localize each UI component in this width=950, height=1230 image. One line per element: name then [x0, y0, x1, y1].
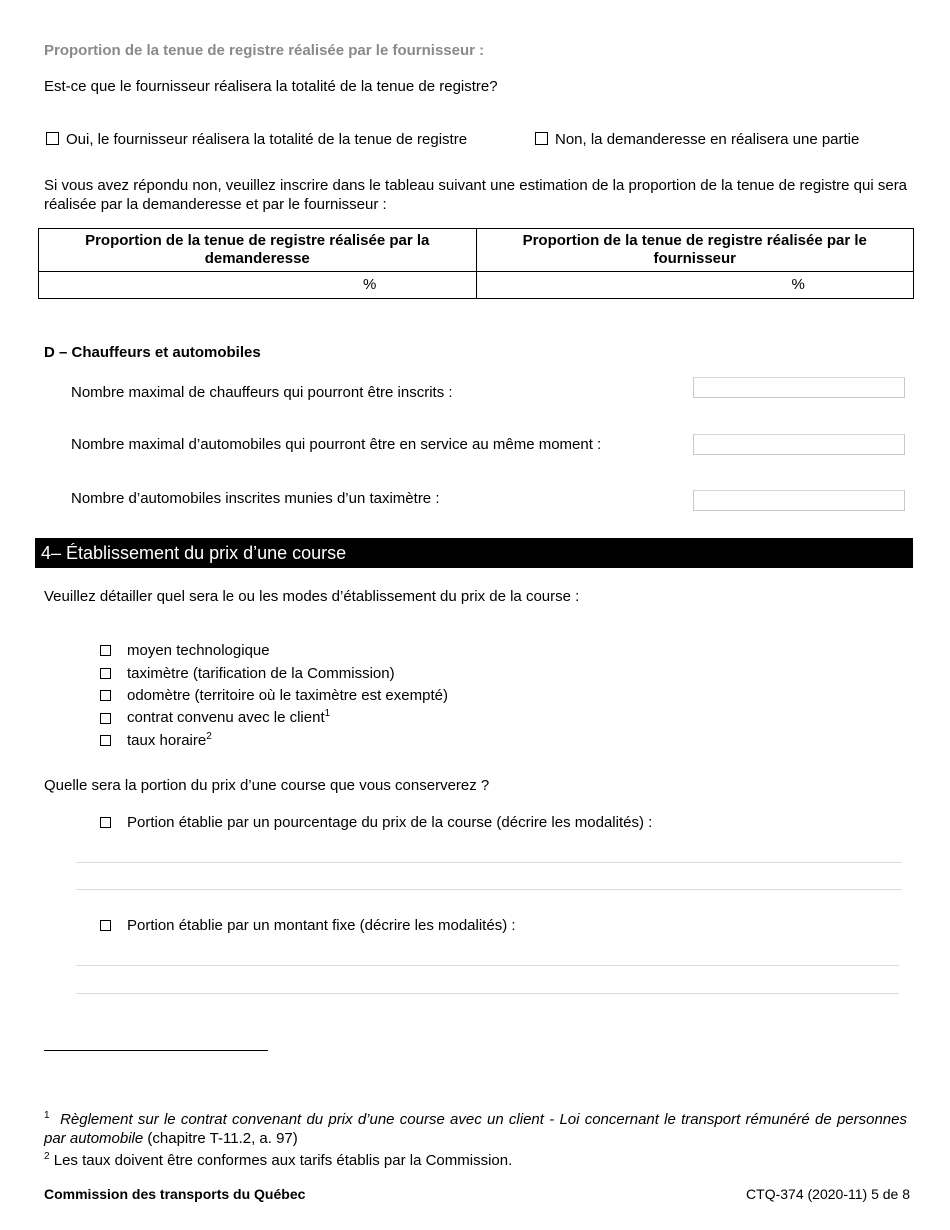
max-cars-label: Nombre maximal d’automobiles qui pourront être en service au même moment :: [71, 436, 602, 453]
footnote-separator: [44, 1050, 268, 1051]
mode-taximeter-checkbox[interactable]: [100, 668, 111, 679]
footnote-2-text: Les taux doivent être conformes aux tarifs établis par la Commission.: [53, 1152, 513, 1169]
max-drivers-label: Nombre maximal de chauffeurs qui pourront être inscrits :: [71, 384, 453, 401]
footnote-2: [44, 1151, 907, 1170]
table-header-demanderesse: Proportion de la tenue de registre réalisée par la demanderesse: [39, 229, 477, 272]
mode-technology-label: moyen technologique: [127, 642, 270, 659]
max-cars-input[interactable]: [693, 434, 905, 455]
mode-hourly-checkbox[interactable]: [100, 735, 111, 746]
mode-contract-text: contrat convenu avec le client: [127, 709, 325, 726]
mode-taximeter-label: taximètre (tarification de la Commission): [127, 665, 395, 682]
mode-hourly-text: taux horaire: [127, 732, 207, 749]
portion-fixed-line-2[interactable]: [76, 993, 899, 994]
section-4-title: 4– Établissement du prix d’une course: [35, 538, 913, 568]
record-keeping-heading: Proportion de la tenue de registre réalisée par le fournisseur :: [44, 42, 485, 59]
portion-fixed-line-1[interactable]: [76, 965, 899, 966]
portion-percent-checkbox[interactable]: [100, 817, 111, 828]
pricing-modes-question: Veuillez détailler quel sera le ou les modes d’établissement du prix de la course :: [44, 588, 580, 605]
portion-question: Quelle sera la portion du prix d’une course que vous conserverez ?: [44, 777, 490, 794]
taximeter-cars-input[interactable]: [693, 490, 905, 511]
footer-organization: Commission des transports du Québec: [44, 1186, 306, 1202]
taximeter-cars-label: Nombre d’automobiles inscrites munies d’un taximètre :: [71, 490, 440, 507]
footnote-ref-1: 1: [324, 708, 331, 719]
mode-contract-label: [127, 709, 330, 726]
fournisseur-percent-cell[interactable]: [476, 272, 914, 299]
drivers-cars-heading: D – Chauffeurs et automobiles: [44, 344, 261, 361]
mode-technology-checkbox[interactable]: [100, 645, 111, 656]
portion-percent-line-1[interactable]: [76, 862, 902, 863]
portion-percent-line-2[interactable]: [76, 889, 902, 890]
footnote-1: [44, 1110, 907, 1148]
percent-sign: %: [363, 276, 377, 293]
mode-hourly-label: [127, 732, 212, 749]
footnote-2-number: 2: [44, 1151, 50, 1162]
option-no-label: Non, la demanderesse en réalisera une partie: [555, 131, 860, 148]
mode-odometer-checkbox[interactable]: [100, 690, 111, 701]
option-no-checkbox[interactable]: [535, 132, 548, 145]
portion-fixed-label: Portion établie par un montant fixe (décrire les modalités) :: [127, 917, 516, 934]
demanderesse-percent-cell[interactable]: [39, 272, 477, 299]
option-yes-label: Oui, le fournisseur réalisera la totalité de la tenue de registre: [66, 131, 468, 148]
percent-sign: %: [791, 276, 805, 293]
footnote-1-ref: (chapitre T-11.2, a. 97): [147, 1130, 298, 1147]
option-yes-checkbox[interactable]: [46, 132, 59, 145]
portion-percent-label: Portion établie par un pourcentage du prix de la course (décrire les modalités) :: [127, 814, 653, 831]
proportion-table: [38, 228, 914, 299]
mode-contract-checkbox[interactable]: [100, 713, 111, 724]
footnote-1-title: Règlement sur le contrat convenant du prix d’une course avec un client - Loi concernant le transport rémunéré de personnes par automobile: [44, 1111, 907, 1147]
mode-odometer-label: odomètre (territoire où le taximètre est exempté): [127, 687, 448, 704]
portion-fixed-checkbox[interactable]: [100, 920, 111, 931]
record-keeping-instruction: Si vous avez répondu non, veuillez inscrire dans le tableau suivant une estimation de la proportion de la tenue de registre qui sera réalisée par la demanderesse et par le fournisseur :: [44, 177, 908, 213]
max-drivers-input[interactable]: [693, 377, 905, 398]
footnote-1-number: 1: [44, 1110, 50, 1121]
footer-form-reference: CTQ-374 (2020-11) 5 de 8: [746, 1186, 910, 1202]
record-keeping-question: Est-ce que le fournisseur réalisera la totalité de la tenue de registre?: [44, 78, 498, 95]
table-header-fournisseur: Proportion de la tenue de registre réalisée par le fournisseur: [476, 229, 914, 272]
footnote-ref-2: 2: [206, 731, 212, 742]
